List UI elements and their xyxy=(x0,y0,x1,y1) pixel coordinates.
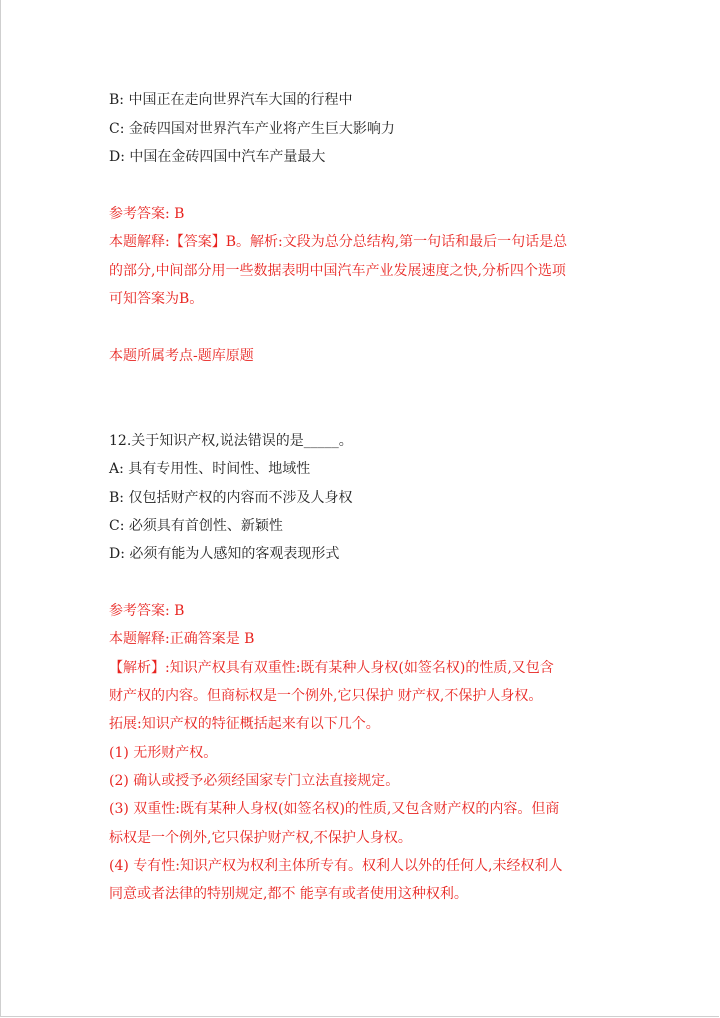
q12-option-a: A: 具有专用性、时间性、地域性 xyxy=(109,461,311,477)
q11-option-c: C: 金砖四国对世界汽车产业将产生巨大影响力 xyxy=(109,121,395,137)
q11-answer: 参考答案: B xyxy=(109,206,185,222)
q12-explanation-line-8: 标权是一个例外,它只保护财产权,不保护人身权。 xyxy=(109,830,412,846)
q12-explanation-line-10: 同意或者法律的特别规定,都不 能享有或者使用这种权利。 xyxy=(109,886,468,902)
q12-explanation-line-1: 本题解释:正确答案是 B xyxy=(109,631,255,647)
q12-explanation-line-7: (3) 双重性:既有某种人身权(如签名权)的性质,又包含财产权的内容。但商 xyxy=(109,801,560,817)
q12-explanation-line-3: 财产权的内容。但商标权是一个例外,它只保护 财产权,不保护人身权。 xyxy=(109,688,543,704)
q11-explanation-line-3: 可知答案为B。 xyxy=(109,291,204,307)
q12-answer: 参考答案: B xyxy=(109,603,185,619)
q12-explanation-line-4: 拓展:知识产权的特征概括起来有以下几个。 xyxy=(109,716,380,732)
q11-option-d: D: 中国在金砖四国中汽车产量最大 xyxy=(109,149,326,165)
q12-option-b: B: 仅包括财产权的内容而不涉及人身权 xyxy=(109,490,353,506)
q12-question: 12.关于知识产权,说法错误的是_____。 xyxy=(109,433,353,449)
q11-explanation-line-2: 的部分,中间部分用一些数据表明中国汽车产业发展速度之快,分析四个选项 xyxy=(109,263,566,279)
q11-option-b: B: 中国正在走向世界汽车大国的行程中 xyxy=(109,92,353,108)
q12-option-d: D: 必须有能为人感知的客观表现形式 xyxy=(109,546,340,562)
q12-explanation-line-5: (1) 无形财产权。 xyxy=(109,745,218,761)
q12-explanation-line-9: (4) 专有性:知识产权为权利主体所专有。权利人以外的任何人,未经权利人 xyxy=(109,858,563,874)
q12-explanation-line-6: (2) 确认或授予必须经国家专门立法直接规定。 xyxy=(109,773,400,789)
q11-explanation-line-1: 本题解释:【答案】B。解析:文段为总分总结构,第一句话和最后一句话是总 xyxy=(109,234,568,250)
q12-option-c: C: 必须具有首创性、新颖性 xyxy=(109,518,283,534)
q12-explanation-line-2: 【解析】:知识产权具有双重性:既有某种人身权(如签名权)的性质,又包含 xyxy=(109,660,554,676)
q11-category: 本题所属考点-题库原题 xyxy=(109,348,254,364)
